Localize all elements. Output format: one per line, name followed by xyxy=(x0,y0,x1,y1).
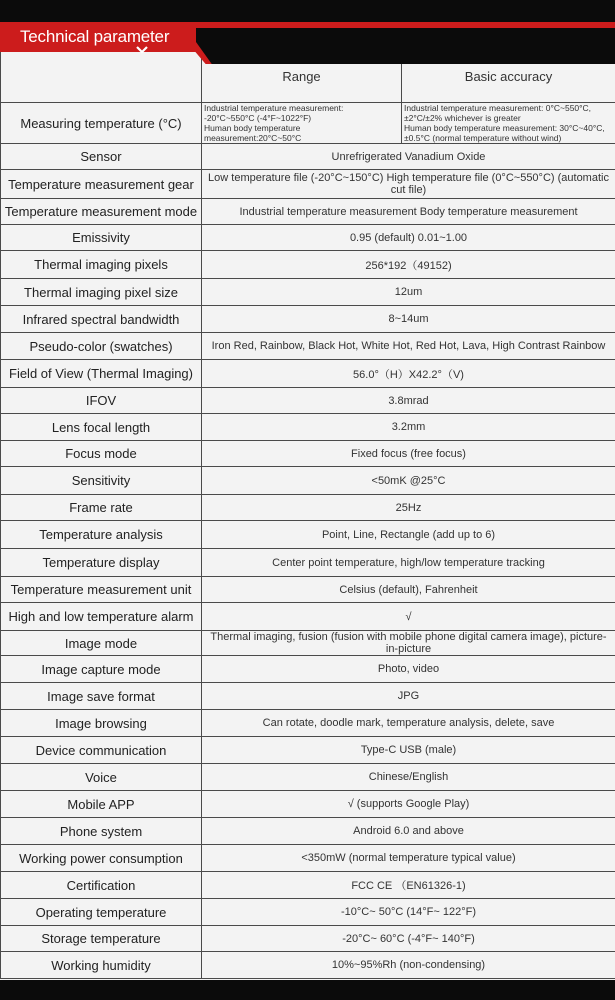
spec-row xyxy=(1,656,615,683)
spec-row xyxy=(1,549,615,577)
spec-value: 0.95 (default) 0.01~1.00 xyxy=(202,225,615,251)
spec-label: Temperature analysis xyxy=(1,521,202,549)
spec-value: √ xyxy=(202,603,615,631)
spec-row xyxy=(1,926,615,952)
spec-value: 56.0°（H）X42.2°（V) xyxy=(202,360,615,388)
spec-value: Photo, video xyxy=(202,656,615,683)
spec-row xyxy=(1,170,615,199)
spec-label: Lens focal length xyxy=(1,414,202,441)
spec-value: Can rotate, doodle mark, temperature analysis, delete, save xyxy=(202,710,615,737)
spec-row xyxy=(1,899,615,926)
spec-label: Thermal imaging pixel size xyxy=(1,279,202,306)
spec-value: Type-C USB (male) xyxy=(202,737,615,764)
spec-row xyxy=(1,495,615,521)
spec-label: Image capture mode xyxy=(1,656,202,683)
spec-label: IFOV xyxy=(1,388,202,414)
spec-value: Point, Line, Rectangle (add up to 6) xyxy=(202,521,615,549)
spec-label: Temperature display xyxy=(1,549,202,577)
spec-row xyxy=(1,251,615,279)
spec-label: Working power consumption xyxy=(1,845,202,872)
spec-row xyxy=(1,414,615,441)
spec-table xyxy=(0,50,615,979)
spec-value: Low temperature file (-20°C~150°C) High temperature file (0°C~550°C) (automatic cut file) xyxy=(202,170,615,199)
spec-row xyxy=(1,872,615,899)
page-title: Technical parameter xyxy=(20,27,170,46)
range-line: Industrial temperature measurement: xyxy=(204,103,344,113)
spec-label: Working humidity xyxy=(1,952,202,979)
spec-row xyxy=(1,388,615,414)
spec-row xyxy=(1,521,615,549)
spec-value: Center point temperature, high/low temperature tracking xyxy=(202,549,615,577)
spec-label: Frame rate xyxy=(1,495,202,521)
accuracy-line: Human body temperature measurement: 30°C~40°C, xyxy=(404,123,605,133)
spec-value: Celsius (default), Fahrenheit xyxy=(202,577,615,603)
header-blank-cell xyxy=(1,51,202,103)
spec-label: Infrared spectral bandwidth xyxy=(1,306,202,333)
spec-value: FCC CE （EN61326-1) xyxy=(202,872,615,899)
spec-label: High and low temperature alarm xyxy=(1,603,202,631)
spec-label: Device communication xyxy=(1,737,202,764)
spec-row xyxy=(1,683,615,710)
spec-row xyxy=(1,952,615,979)
spec-row xyxy=(1,791,615,818)
accuracy-line: Industrial temperature measurement: 0°C~550°C, xyxy=(404,103,592,113)
spec-label: Image save format xyxy=(1,683,202,710)
range-line: Human body temperature measurement:20°C~50°C xyxy=(204,123,302,143)
spec-value: <50mK @25°C xyxy=(202,467,615,495)
spec-label: Sensitivity xyxy=(1,467,202,495)
spec-row xyxy=(1,577,615,603)
spec-value: Android 6.0 and above xyxy=(202,818,615,845)
spec-label: Image mode xyxy=(1,631,202,656)
spec-label: Voice xyxy=(1,764,202,791)
spec-row xyxy=(1,845,615,872)
accuracy-line: ±0.5°C (normal temperature without wind) xyxy=(404,133,562,143)
spec-value: Chinese/English xyxy=(202,764,615,791)
spec-value: 12um xyxy=(202,279,615,306)
spec-label: Temperature measurement unit xyxy=(1,577,202,603)
spec-row xyxy=(1,360,615,388)
spec-value: 25Hz xyxy=(202,495,615,521)
spec-row xyxy=(1,710,615,737)
bottom-band xyxy=(0,980,615,1000)
spec-row xyxy=(1,467,615,495)
spec-row xyxy=(1,603,615,631)
spec-value: Unrefrigerated Vanadium Oxide xyxy=(202,144,615,170)
spec-value: 3.8mrad xyxy=(202,388,615,414)
spec-value: √ (supports Google Play) xyxy=(202,791,615,818)
spec-value: Industrial temperature measurement Body temperature measurement xyxy=(202,199,615,225)
spec-row xyxy=(1,144,615,170)
spec-row xyxy=(1,333,615,360)
column-header-accuracy: Basic accuracy xyxy=(402,51,615,103)
spec-row xyxy=(1,441,615,467)
column-header-range: Range xyxy=(202,51,402,103)
spec-value: Fixed focus (free focus) xyxy=(202,441,615,467)
spec-row xyxy=(1,306,615,333)
spec-row xyxy=(1,764,615,791)
spec-row xyxy=(1,279,615,306)
measuring-accuracy-cell xyxy=(402,103,615,144)
spec-row xyxy=(1,631,615,656)
spec-value: 8~14um xyxy=(202,306,615,333)
spec-label: Pseudo-color (swatches) xyxy=(1,333,202,360)
spec-label: Thermal imaging pixels xyxy=(1,251,202,279)
measuring-temperature-row xyxy=(1,103,615,144)
spec-value: 256*192（49152) xyxy=(202,251,615,279)
spec-label: Mobile APP xyxy=(1,791,202,818)
spec-value: 10%~95%Rh (non-condensing) xyxy=(202,952,615,979)
spec-label: Image browsing xyxy=(1,710,202,737)
spec-value: -10°C~ 50°C (14°F~ 122°F) xyxy=(202,899,615,926)
spec-value: -20°C~ 60°C (-4°F~ 140°F) xyxy=(202,926,615,952)
spec-value: Thermal imaging, fusion (fusion with mobile phone digital camera image), picture-in-picture xyxy=(202,631,615,656)
measuring-range-cell xyxy=(202,103,402,144)
spec-label: Temperature measurement mode xyxy=(1,199,202,225)
chevron-down-icon xyxy=(136,44,148,56)
spec-row xyxy=(1,818,615,845)
spec-value: Iron Red, Rainbow, Black Hot, White Hot, Red Hot, Lava, High Contrast Rainbow xyxy=(202,333,615,360)
spec-value: 3.2mm xyxy=(202,414,615,441)
spec-label: Phone system xyxy=(1,818,202,845)
header-stripe-shadow xyxy=(186,28,615,64)
spec-label: Field of View (Thermal Imaging) xyxy=(1,360,202,388)
spec-table-container xyxy=(0,50,615,980)
spec-value: <350mW (normal temperature typical value) xyxy=(202,845,615,872)
measuring-temperature-label: Measuring temperature (°C) xyxy=(1,103,202,144)
range-line: -20°C~550°C (-4°F~1022°F) xyxy=(204,113,312,123)
spec-label: Emissivity xyxy=(1,225,202,251)
spec-label: Focus mode xyxy=(1,441,202,467)
spec-row xyxy=(1,225,615,251)
spec-label: Certification xyxy=(1,872,202,899)
spec-label: Operating temperature xyxy=(1,899,202,926)
spec-row xyxy=(1,737,615,764)
spec-label: Storage temperature xyxy=(1,926,202,952)
spec-label: Temperature measurement gear xyxy=(1,170,202,199)
spec-label: Sensor xyxy=(1,144,202,170)
spec-row xyxy=(1,199,615,225)
accuracy-line: ±2°C/±2% whichever is greater xyxy=(404,113,521,123)
spec-value: JPG xyxy=(202,683,615,710)
